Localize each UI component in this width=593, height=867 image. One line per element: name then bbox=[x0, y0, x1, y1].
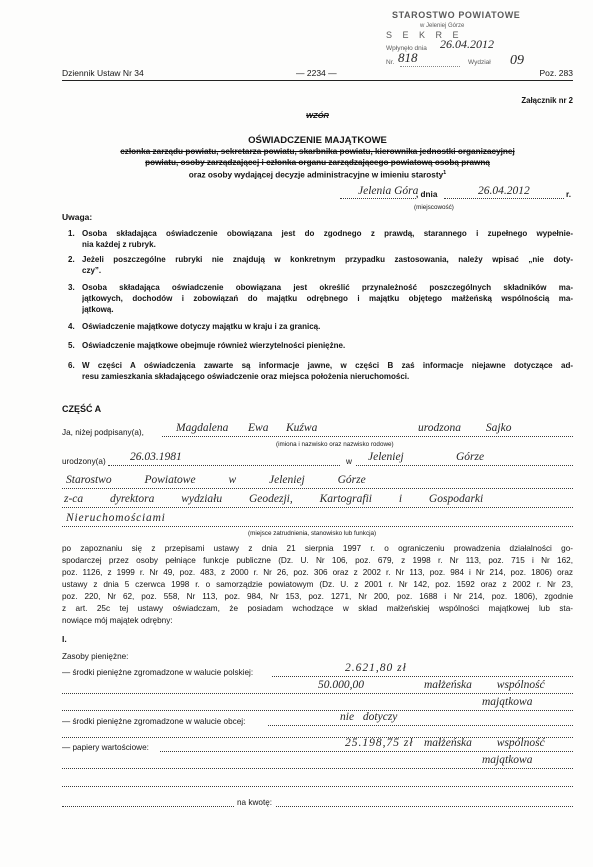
pln-funds-amount: 2.621,80 zł bbox=[345, 662, 407, 674]
signer-first-name: Magdalena bbox=[176, 422, 229, 434]
employment-line: z-ca dyrektora wydziału Geodezji, Kartografii i Gospodarki bbox=[64, 493, 484, 505]
note-line: Jeżeli poszczególne rubryki nie znajdują w konkretnym przypadku zastosowania, należy wpisać „nie doty- bbox=[82, 255, 573, 264]
pln-funds-label: — środki pieniężne zgromadzone w walucie polskiej: bbox=[62, 668, 254, 677]
declaration-line: poz. 220, Nr 62, poz. 558, Nr 113, poz. 984, Nr 153, poz. 1271, Nr 200, poz. 1688 i Nr 214, poz. 1806), zgodnie bbox=[62, 592, 573, 601]
note-line: jątkowych, dochodów i zobowiązań do majątku odrębnego i majątku objętego małżeńską wspólnością ma- bbox=[82, 294, 573, 303]
securities-dots bbox=[62, 786, 573, 787]
stamp-office: STAROSTWO POWIATOWE bbox=[392, 10, 521, 20]
place-value: Jelenia Góra bbox=[358, 185, 419, 197]
signer-last-name: Kuźwa bbox=[286, 422, 318, 434]
securities-dots bbox=[62, 768, 573, 769]
securities-value: 25.198,75 zł bbox=[345, 737, 414, 749]
place-caption: (miejscowość) bbox=[414, 204, 454, 211]
section-label: I. bbox=[62, 634, 67, 644]
journal-title: Dziennik Ustaw Nr 34 bbox=[62, 68, 144, 78]
born-date: 26.03.1981 bbox=[130, 451, 182, 463]
foreign-funds-dots bbox=[268, 725, 573, 726]
securities-ownership: majątkowa bbox=[482, 754, 533, 766]
pln-funds-amount: 50.000,00 bbox=[318, 679, 364, 691]
template-label: WZÓR bbox=[306, 111, 329, 120]
note-number: 2. bbox=[68, 255, 75, 264]
stamp-unit-value: 09 bbox=[510, 53, 524, 68]
signer-label: Ja, niżej podpisany(a), bbox=[62, 428, 144, 437]
note-number: 4. bbox=[68, 322, 75, 331]
struck-subtitle-line: powiatu, osoby zarządzającej i członka organu zarządzającego powiatową osobą prawną bbox=[145, 158, 490, 167]
date-label: , dnia bbox=[416, 190, 438, 199]
amount-dots bbox=[276, 806, 573, 807]
employment-line: Nieruchomościami bbox=[66, 512, 166, 524]
signer-caption: (imiona i nazwisko oraz nazwisko rodowe) bbox=[276, 441, 394, 448]
declaration-line: nowiące mój majątek odrębny: bbox=[62, 616, 173, 625]
stamp-received-label: Wpłynęło dnia bbox=[386, 45, 427, 52]
note-number: 5. bbox=[68, 341, 75, 350]
document-subtitle bbox=[62, 168, 573, 181]
stamp-number-label: Nr. bbox=[386, 59, 395, 66]
note-number: 1. bbox=[68, 229, 75, 238]
date-dots bbox=[444, 198, 564, 199]
date-value: 26.04.2012 bbox=[478, 185, 530, 197]
amount-label: na kwotę: bbox=[237, 798, 273, 807]
stamp-unit-label: Wydział bbox=[468, 59, 491, 66]
document-title: OŚWIADCZENIE MAJĄTKOWE bbox=[248, 135, 387, 146]
note-line: Oświadczenie majątkowe dotyczy majątku w kraju i za granicą. bbox=[82, 322, 321, 331]
born-in-label: w bbox=[346, 457, 352, 466]
stamp-received-date: 26.04.2012 bbox=[440, 37, 494, 51]
securities-dots bbox=[160, 751, 573, 752]
pln-funds-ownership: małżeńska wspólność bbox=[424, 679, 545, 691]
note-number: 6. bbox=[68, 361, 75, 370]
note-line: resu zamieszkania składającego oświadczenie oraz miejsca położenia nieruchomości. bbox=[82, 372, 410, 381]
signer-second-name: Ewa bbox=[248, 422, 269, 434]
journal-position: Poz. 283 bbox=[539, 68, 573, 78]
born-date-dots bbox=[108, 465, 340, 466]
pln-funds-ownership: majątkowa bbox=[482, 696, 533, 708]
header-rule bbox=[62, 80, 573, 81]
note-line: czy”. bbox=[82, 266, 102, 275]
foreign-funds-label: — środki pieniężne zgromadzone w walucie obcej: bbox=[62, 717, 246, 726]
declaration-line: po zapoznaniu się z przepisami ustawy z dnia 21 sierpnia 1997 r. o ograniczeniu prowadzenia działalności go- bbox=[62, 544, 573, 553]
amount-dots bbox=[62, 806, 234, 807]
pln-funds-dots bbox=[62, 710, 573, 711]
employment-caption: (miejsce zatrudnienia, stanowisko lub funkcja) bbox=[248, 530, 377, 537]
pln-funds-dots bbox=[272, 676, 573, 677]
note-line: nia każdej z rubryk. bbox=[82, 240, 156, 249]
declaration-line: poz. 1126, z 1999 r. Nr 49, poz. 483, z 2000 r. Nr 26, poz. 306 oraz z 2002 r. Nr 113, poz. 984 i Nr 214, poz. 1806) oraz bbox=[62, 568, 573, 577]
signer-dots bbox=[162, 436, 573, 437]
note-line: Oświadczenie majątkowe obejmuje również wierzytelności pieniężne. bbox=[82, 341, 346, 350]
employment-line: Starostwo Powiatowe w Jeleniej Górze bbox=[66, 474, 366, 486]
note-line: Osoba składająca oświadczenie obowiązana jest do zgodnego z prawdą, starannego i zupełnego wypełnie- bbox=[82, 229, 573, 238]
notes-heading: Uwaga: bbox=[62, 212, 93, 222]
declaration-line: ustawy z dnia 5 czerwca 1998 r. o samorządzie powiatowym (Dz. U. z 2001 r. Nr 142, poz. 1592 oraz z 2002 r. Nr 23, bbox=[62, 580, 573, 589]
journal-page: — 2234 — bbox=[296, 68, 337, 78]
born-place-word: Górze bbox=[456, 451, 485, 463]
employment-dots bbox=[62, 488, 573, 489]
struck-subtitle-line: członka zarządu powiatu, sekretarza powiatu, skarbnika powiatu, kierownika jednostki organizacyjnej bbox=[120, 147, 515, 156]
subtitle-footnote: 1 bbox=[443, 170, 447, 176]
place-dots bbox=[340, 198, 416, 199]
signer-maiden-name: urodzona Sajko bbox=[418, 422, 512, 434]
note-line: Osoba składająca oświadczenie obowiązana jest określić przynależność poszczególnych składników ma- bbox=[82, 283, 573, 292]
note-line: jątkową. bbox=[82, 305, 114, 314]
declaration-line: spodarczej przez osoby pełniące funkcje publiczne (Dz. U. Nr 106, poz. 679, z 1998 r. Nr 113, poz. 715 i Nr 162, bbox=[62, 556, 573, 565]
employment-dots bbox=[62, 526, 573, 527]
foreign-funds-value: nie dotyczy bbox=[340, 711, 398, 723]
pln-funds-dots bbox=[62, 693, 573, 694]
securities-ownership: małżeńska wspólność bbox=[424, 737, 545, 749]
annex-label: Załącznik nr 2 bbox=[521, 96, 573, 105]
stamp-number-dots bbox=[400, 66, 460, 67]
born-place-word: Jeleniej bbox=[368, 451, 404, 463]
note-number: 3. bbox=[68, 283, 75, 292]
subtitle-text: oraz osoby wydającej decyzje administracyjne w imieniu starosty bbox=[188, 170, 444, 180]
cash-heading: Zasoby pieniężne: bbox=[62, 652, 129, 661]
securities-label: — papiery wartościowe: bbox=[62, 743, 149, 752]
employment-dots bbox=[62, 507, 573, 508]
stamp-city: w Jeleniej Górze bbox=[420, 23, 465, 29]
date-suffix: r. bbox=[566, 190, 572, 199]
stamp-department: S E K R E bbox=[386, 30, 463, 40]
note-line: W części A oświadczenia zawarte są informacje jawne, w części B zaś informacje niejawne dotyczące ad- bbox=[82, 361, 573, 370]
part-a-heading: CZĘŚĆ A bbox=[62, 404, 102, 414]
born-place-dots bbox=[356, 465, 573, 466]
stamp-number-value: 818 bbox=[398, 50, 418, 65]
born-label: urodzony(a) bbox=[62, 457, 106, 466]
declaration-line: z art. 25c tej ustawy oświadczam, że posiadam wchodzące w skład małżeńskiej wspólności majątkowej lub sta- bbox=[62, 604, 573, 613]
